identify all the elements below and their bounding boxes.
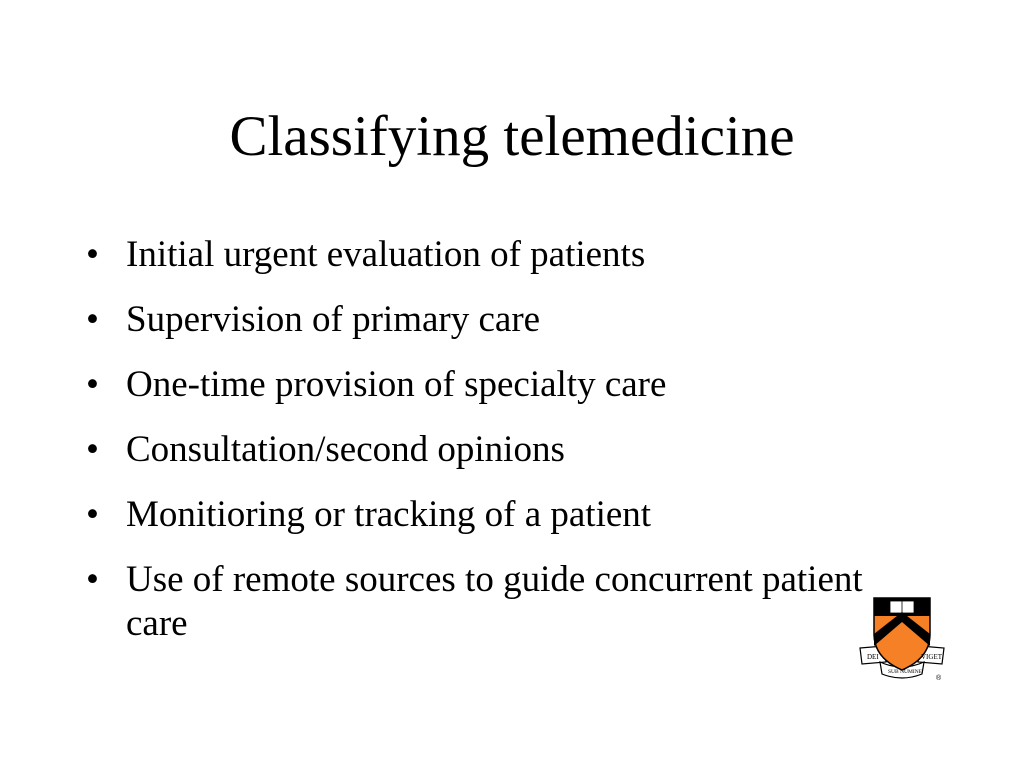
bullet-dot: •: [86, 429, 99, 470]
princeton-shield-logo: [858, 590, 946, 682]
bullet-dot: •: [86, 494, 99, 535]
bullet-dot: •: [86, 299, 99, 340]
bullet-item: [86, 493, 926, 537]
bullet-dot: •: [86, 559, 99, 600]
bullet-item: [86, 428, 926, 472]
bullet-list: [86, 233, 926, 667]
ribbon-right-text: VIGET: [921, 653, 942, 661]
bullet-dot: •: [86, 234, 99, 275]
ribbon-left-text: DEI: [867, 653, 879, 661]
ribbon-bottom-text: SUB NUMINE: [888, 669, 923, 675]
bullet-item: [86, 558, 926, 646]
bullet-text: Supervision of primary care: [126, 299, 541, 340]
bullet-item: [86, 363, 926, 407]
bullet-text: Initial urgent evaluation of patients: [126, 234, 646, 275]
registered-mark: ®: [936, 675, 942, 682]
bullet-text: Consultation/second opinions: [126, 429, 565, 470]
bullet-text: One-time provision of specialty care: [126, 364, 667, 405]
bullet-text: Use of remote sources to guide concurrent patient care: [126, 559, 863, 644]
slide-title: Classifying telemedicine: [229, 105, 795, 168]
bullet-item: [86, 233, 926, 277]
bullet-text: Monitioring or tracking of a patient: [126, 494, 652, 535]
bullet-dot: •: [86, 364, 99, 405]
bullet-item: [86, 298, 926, 342]
